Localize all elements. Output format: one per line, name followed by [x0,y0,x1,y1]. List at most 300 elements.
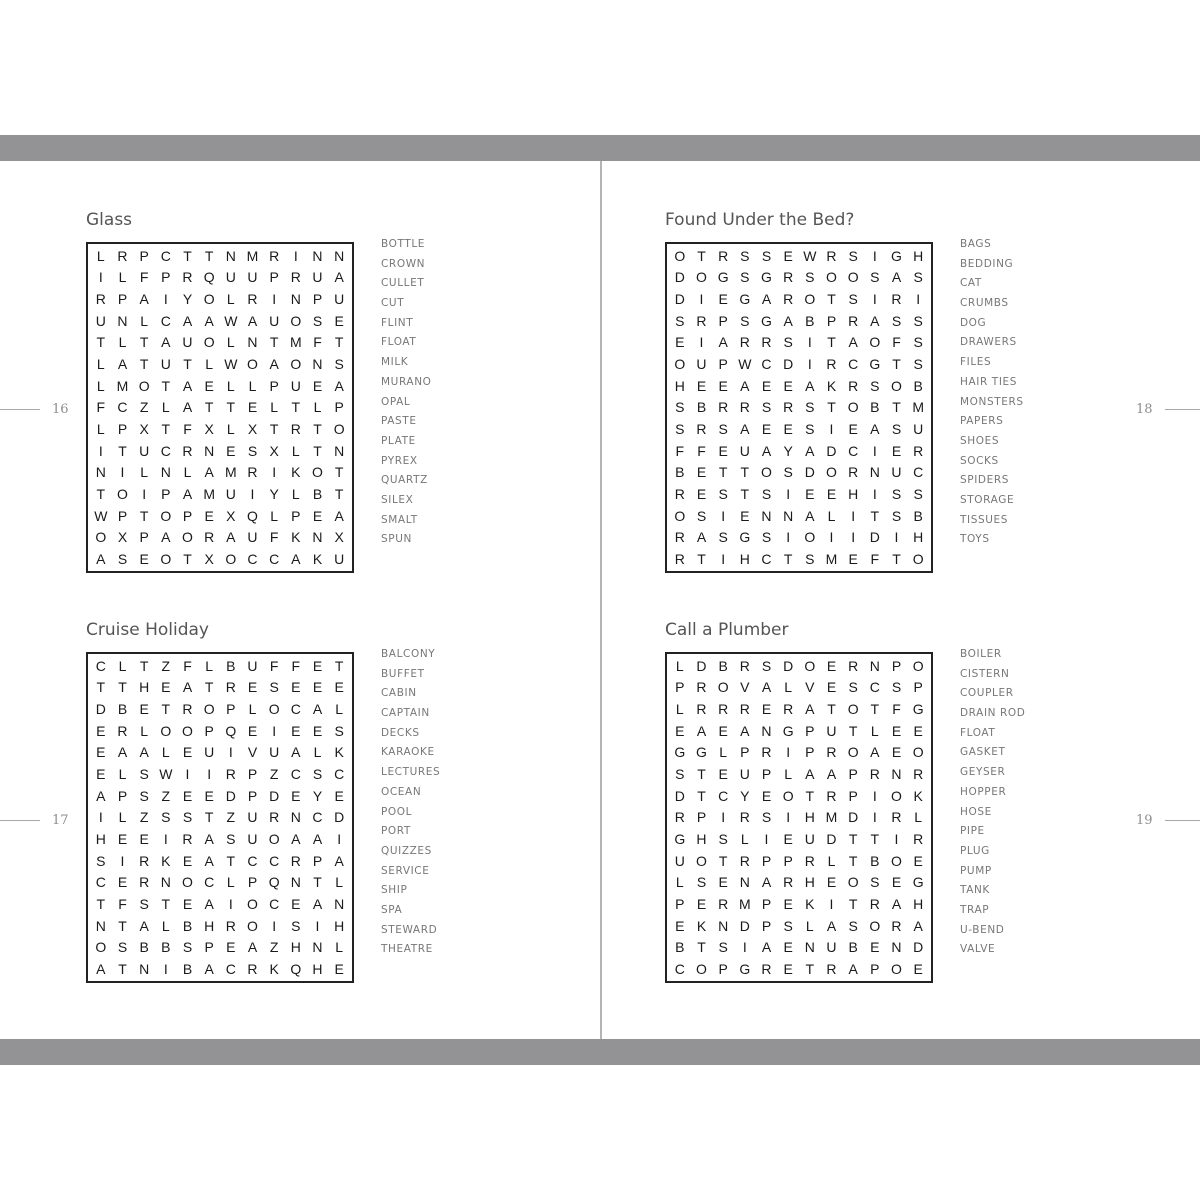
grid-letter: T [204,247,214,264]
grid-letter: O [268,701,280,718]
word-list-item: FLOAT [381,336,417,349]
grid-letter: E [826,679,837,696]
grid-letter: I [699,291,704,308]
grid-letter: S [291,917,301,934]
grid-letter: E [139,701,149,718]
grid-letter: L [870,722,879,739]
grid-letter: O [247,896,258,913]
grid-letter: R [117,247,128,264]
grid-letter: L [675,657,684,674]
grid-letter: E [139,831,149,848]
grid-letter: T [118,679,127,696]
grid-letter: A [870,744,880,761]
grid-letter: R [225,917,236,934]
grid-letter: U [160,356,171,373]
grid-letter: C [204,874,215,891]
grid-letter: I [142,486,147,503]
word-list-item: DRAIN ROD [960,707,1026,720]
grid-letter: U [334,291,345,308]
grid-letter: L [313,744,322,761]
grid-letter: S [718,486,728,503]
grid-letter: P [761,896,772,913]
grid-letter: M [738,896,751,913]
grid-letter: T [848,896,858,913]
grid-letter: C [848,442,859,459]
grid-letter: L [719,744,728,761]
grid-letter: D [739,917,750,934]
grid-letter: R [913,766,924,783]
grid-letter: H [913,529,924,546]
grid-letter: T [334,657,344,674]
grid-letter: E [182,787,193,804]
grid-letter: H [913,896,924,913]
grid-letter: U [182,334,193,351]
grid-letter: S [913,334,923,351]
grid-letter: I [742,939,747,956]
grid-letter: O [117,486,128,503]
grid-letter: L [335,874,344,891]
grid-letter: S [139,787,149,804]
grid-letter: E [696,486,707,503]
grid-letter: P [226,701,236,718]
grid-letter: H [913,247,924,264]
puzzle-title: Found Under the Bed? [665,210,855,230]
grid-letter: C [160,442,171,459]
grid-letter: L [270,399,279,416]
grid-letter: S [312,312,323,329]
grid-letter: R [826,787,837,804]
grid-letter: T [892,356,901,373]
grid-letter: R [247,464,258,481]
grid-letter: S [848,247,858,264]
grid-letter: T [718,464,728,481]
grid-letter: O [182,722,193,739]
page-number-text: 18 [1136,402,1153,417]
grid-letter: N [290,809,301,826]
grid-letter: E [675,334,685,351]
grid-letter: G [761,269,772,286]
grid-letter: R [696,312,707,329]
grid-letter: R [696,421,707,438]
grid-letter: R [783,399,794,416]
grid-letter: T [827,291,836,308]
grid-letter: C [290,701,301,718]
word-list-item: PLUG [960,844,990,857]
word-list-item: LECTURES [381,766,441,779]
grid-letter: A [291,551,301,568]
grid-letter: R [913,831,924,848]
grid-letter: R [739,334,750,351]
grid-letter: T [740,486,750,503]
grid-letter: R [139,874,150,891]
grid-letter: Q [268,874,280,891]
grid-letter: T [313,421,322,438]
grid-letter: A [139,744,149,761]
grid-letter: S [718,529,728,546]
grid-letter: F [697,442,706,459]
grid-letter: A [334,377,344,394]
grid-letter: I [272,917,277,934]
grid-letter: R [225,679,236,696]
grid-letter: R [182,269,193,286]
grid-letter: H [204,917,215,934]
grid-letter: T [313,442,322,459]
grid-letter: T [161,377,171,394]
grid-letter: T [827,334,836,351]
grid-letter: X [269,442,279,459]
grid-letter: A [312,831,323,848]
grid-letter: A [204,312,214,329]
word-list-item: CABIN [381,687,417,700]
grid-letter: E [718,766,728,783]
grid-letter: U [269,744,280,761]
grid-letter: A [247,312,258,329]
grid-letter: I [272,464,277,481]
grid-letter: B [139,939,149,956]
grid-letter: E [826,657,837,674]
grid-letter: R [891,917,902,934]
grid-letter: A [291,831,301,848]
word-list-item: BOTTLE [381,238,426,250]
grid-letter: H [739,551,750,568]
grid-letter: H [312,961,323,978]
grid-letter: S [891,507,902,524]
grid-letter: L [291,442,300,459]
grid-letter: L [96,356,105,373]
word-list-item: PYREX [381,454,418,467]
grid-letter: P [805,744,815,761]
grid-letter: L [313,399,322,416]
grid-letter: L [248,701,257,718]
grid-letter: E [204,507,214,524]
page-number-17 [0,813,69,828]
grid-letter: D [269,787,280,804]
grid-letter: E [783,961,793,978]
grid-letter: O [912,551,924,568]
grid-letter: R [739,701,750,718]
grid-letter: T [848,722,858,739]
grid-letter: C [869,679,880,696]
grid-letter: L [784,679,793,696]
grid-letter: G [761,312,772,329]
grid-letter: E [182,896,193,913]
grid-letter: R [718,701,729,718]
grid-letter: F [291,657,301,674]
grid-letter: O [160,507,172,524]
grid-letter: S [891,679,902,696]
grid-letter: G [891,247,902,264]
grid-letter: P [312,852,323,869]
grid-letter: E [161,679,171,696]
grid-letter: E [783,831,793,848]
grid-letter: P [891,657,902,674]
grid-letter: Z [226,809,236,826]
grid-letter: N [869,657,880,674]
grid-letter: O [804,657,816,674]
grid-letter: R [269,247,280,264]
grid-letter: O [826,269,837,286]
grid-letter: L [226,874,235,891]
grid-letter: P [161,486,171,503]
grid-letter: T [334,334,344,351]
word-list-item: QUARTZ [381,474,428,487]
grid-letter: P [826,312,837,329]
grid-letter: L [96,421,105,438]
grid-letter: P [139,247,149,264]
grid-letter: S [761,809,772,826]
grid-letter: A [891,269,902,286]
grid-letter: H [848,486,859,503]
grid-letter: F [183,657,192,674]
grid-letter: Q [290,961,302,978]
grid-letter: D [869,529,880,546]
grid-letter: R [761,334,772,351]
grid-letter: H [674,377,685,394]
grid-letter: O [847,701,859,718]
grid-letter: E [718,291,728,308]
grid-letter: T [204,809,214,826]
grid-letter: E [913,961,923,978]
grid-letter: A [848,961,858,978]
grid-letter: N [334,247,345,264]
word-list-item: THEATRE [381,943,433,956]
grid-letter: E [870,939,880,956]
grid-letter: E [783,896,793,913]
grid-letter: P [291,507,301,524]
grid-letter: W [738,356,752,373]
grid-letter: R [739,657,750,674]
grid-letter: N [290,291,301,308]
grid-letter: Z [139,399,149,416]
grid-letter: U [826,939,837,956]
grid-letter: A [96,551,106,568]
grid-letter: A [161,334,171,351]
grid-letter: R [117,722,128,739]
grid-letter: N [334,896,345,913]
grid-letter: G [674,744,686,761]
grid-letter: N [117,312,128,329]
grid-letter: H [95,831,106,848]
grid-letter: U [334,551,345,568]
grid-letter: Q [203,269,215,286]
grid-letter: E [247,722,258,739]
grid-letter: L [675,701,684,718]
grid-letter: E [334,961,344,978]
word-list [381,645,440,960]
grid-letter: R [225,766,236,783]
grid-letter: Q [247,507,258,524]
grid-letter: A [805,377,815,394]
grid-letter: N [204,442,215,459]
page-gutter [600,161,602,1039]
grid-letter: A [761,939,772,956]
grid-letter: A [740,421,750,438]
grid-letter: T [334,486,344,503]
grid-letter: K [291,529,301,546]
grid-letter: A [870,312,880,329]
grid-letter: E [891,442,902,459]
grid-letter: C [269,551,280,568]
grid-letter: O [290,356,302,373]
grid-letter: C [761,551,772,568]
grid-letter: E [696,896,707,913]
word-list-item: BEDDING [960,257,1014,270]
grid-letter: O [95,529,107,546]
grid-letter: Z [269,766,279,783]
grid-letter: F [313,334,322,351]
grid-letter: P [269,377,279,394]
word-list [381,235,432,550]
grid-letter: W [803,247,817,264]
grid-letter: U [225,269,236,286]
grid-letter: X [334,529,344,546]
grid-letter: T [697,766,706,783]
word-list-item: SMALT [381,513,418,526]
grid-letter: A [826,917,837,934]
grid-letter: P [117,507,128,524]
grid-letter: W [159,766,173,783]
grid-letter: T [96,679,106,696]
grid-letter: S [696,874,707,891]
grid-letter: I [829,421,834,438]
grid-letter: I [293,247,298,264]
word-list-item: CUT [381,297,405,310]
grid-letter: E [696,377,707,394]
grid-letter: T [161,701,171,718]
grid-letter: L [161,399,170,416]
grid-letter: B [675,464,685,481]
bottom-band [0,1039,1200,1065]
word-list-item: HAIR TIES [960,375,1018,388]
word-list-item: PLATE [381,434,416,447]
grid-letter: I [228,744,233,761]
grid-letter: X [226,507,236,524]
grid-letter: M [116,377,129,394]
grid-letter: P [204,939,214,956]
grid-letter: F [675,442,685,459]
grid-letter: A [182,486,193,503]
grid-letter: R [674,551,685,568]
grid-letter: P [161,269,171,286]
grid-letter: D [783,356,794,373]
grid-letter: A [204,464,214,481]
word-list-item: PIPE [960,825,985,838]
grid-letter: E [848,421,858,438]
grid-letter: E [740,507,750,524]
grid-letter: B [161,939,171,956]
grid-letter: A [312,896,323,913]
grid-letter: S [783,464,793,481]
grid-letter: A [182,679,193,696]
grid-letter: S [913,356,923,373]
grid-letter: L [335,701,344,718]
grid-letter: E [204,787,214,804]
grid-letter: E [247,399,258,416]
grid-letter: I [337,831,342,848]
grid-letter: T [827,399,836,416]
grid-letter: O [333,421,345,438]
grid-letter: X [117,529,128,546]
grid-letter: T [118,442,127,459]
grid-letter: P [761,852,772,869]
page-number-text: 19 [1136,813,1153,828]
grid-letter: S [247,442,258,459]
grid-letter: V [247,744,258,761]
grid-letter: P [718,312,728,329]
grid-letter: T [118,961,127,978]
grid-letter: R [761,961,772,978]
grid-letter: S [740,269,750,286]
grid-letter: A [96,961,106,978]
word-list-item: BALCONY [381,648,436,660]
grid-letter: A [182,377,193,394]
grid-letter: S [139,896,149,913]
grid-letter: B [117,701,128,718]
grid-letter: T [139,356,149,373]
grid-letter: M [825,809,838,826]
grid-letter: E [761,787,772,804]
grid-letter: T [740,464,750,481]
grid-letter: E [117,874,128,891]
grid-letter: S [696,507,707,524]
grid-letter: S [783,334,793,351]
grid-letter: Y [783,442,793,459]
grid-letter: E [312,679,323,696]
grid-letter: A [826,766,837,783]
grid-letter: D [674,787,685,804]
grid-letter: N [739,874,750,891]
grid-letter: I [872,247,877,264]
grid-letter: E [805,486,815,503]
grid-letter: V [740,679,750,696]
grid-letter: T [183,551,192,568]
grid-letter: M [912,399,924,416]
grid-letter: L [914,809,923,826]
grid-letter: L [205,657,214,674]
grid-letter: I [721,809,726,826]
grid-letter: E [761,377,772,394]
grid-letter: X [204,421,214,438]
page-number-19 [1136,813,1200,828]
grid-letter: E [96,744,106,761]
grid-letter: O [312,464,323,481]
grid-letter: C [247,551,258,568]
grid-letter: T [313,874,322,891]
grid-letter: N [312,529,323,546]
grid-letter: K [291,464,301,481]
grid-letter: G [912,701,924,718]
grid-letter: T [204,399,214,416]
grid-letter: S [675,766,685,783]
grid-letter: I [120,464,125,481]
grid-letter: T [96,334,106,351]
grid-letter: B [312,486,323,503]
grid-letter: Z [161,657,171,674]
grid-letter: R [95,291,106,308]
word-list-item: DRAWERS [960,336,1017,349]
grid-letter: T [183,356,192,373]
grid-letter: A [805,442,815,459]
grid-letter: H [139,679,150,696]
grid-letter: E [291,787,301,804]
grid-letter: O [804,291,816,308]
word-list-item: MURANO [381,375,432,388]
grid-letter: L [270,507,279,524]
grid-letter: D [95,701,106,718]
grid-letter: L [335,939,344,956]
grid-letter: S [182,809,193,826]
grid-letter: S [913,312,923,329]
